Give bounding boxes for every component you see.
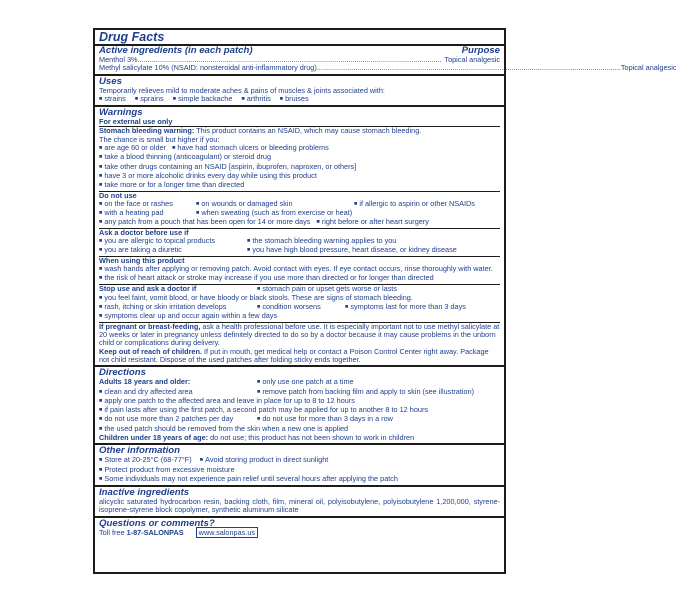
questions-section	[99, 518, 500, 538]
children-direction	[99, 434, 500, 442]
list-item: ■ clean and dry affected area	[99, 388, 257, 397]
list-item: ■ right before or after heart surgery	[316, 217, 428, 226]
list-item: ■ do not use for more than 3 days in a row	[257, 415, 500, 424]
list-item: ■ arthritis	[241, 94, 270, 103]
website-link[interactable]: www.salonpas.us	[196, 527, 258, 538]
children-text: do not use; this product has not been shown to work in children	[210, 432, 415, 442]
list-item: ■ Some individuals may not experience pain relief until several hours after applying the patch	[99, 475, 500, 484]
list-item: ■ Avoid storing product in direct sunlight	[200, 455, 329, 464]
ingredient-name: Methyl salicylate 10% (NSAID: nonsteroidal anti-inflammatory drug)	[99, 63, 317, 73]
ask-doctor-label: Ask a doctor before use if	[99, 227, 189, 237]
contact-row	[99, 529, 500, 537]
leader-dots: ......................................................................................................................................................	[137, 55, 442, 64]
pregnancy-warning	[99, 323, 500, 348]
ingredient-purpose: Topical analgesic	[444, 55, 500, 64]
list-item: ■ condition worsens	[257, 303, 345, 312]
ingredient-row	[99, 63, 676, 73]
pregnancy-label: If pregnant or breast-feeding,	[99, 321, 201, 331]
uses-section	[99, 76, 500, 106]
list-item: ■ Protect product from excessive moisture	[99, 466, 500, 475]
adults-label: Adults 18 years and older:	[99, 377, 191, 387]
list-item: ■ the used patch should be removed from the skin when a new one is applied	[99, 425, 500, 434]
directions-heading: Directions	[99, 367, 146, 379]
list-item: ■ any patch from a pouch that has been open for 14 or more days	[99, 217, 310, 226]
list-item: ■ on wounds or damaged skin	[196, 200, 354, 209]
drug-facts-panel	[93, 28, 676, 574]
when-using-label: When using this product	[99, 255, 185, 265]
list-item: ■ when sweating (such as from exercise or heat)	[196, 209, 500, 218]
questions-heading: Questions or comments?	[99, 517, 215, 529]
list-item: ■ take more or for a longer time than directed	[99, 181, 500, 190]
list-item: ■ apply one patch to the affected area and leave in place for up to 8 to 12 hours	[99, 397, 500, 406]
warnings-section	[99, 107, 500, 365]
uses-text: Temporarily relieves mild to moderate aches & pains of muscles & joints associated with:	[99, 85, 385, 95]
active-ingredients-section	[99, 45, 676, 74]
list-item: ■ you are allergic to topical products	[99, 237, 247, 246]
list-item: ■ have 3 or more alcoholic drinks every day while using this product	[99, 172, 500, 181]
ingredient-purpose: Topical analgesic	[620, 63, 676, 73]
list-item: ■ on the face or rashes	[99, 200, 196, 209]
list-item: ■ the risk of heart attack or stroke may increase if you use more than directed or for longer than directed	[99, 274, 500, 283]
stop-use-label: Stop use and ask a doctor if	[99, 283, 197, 293]
other-info-section	[99, 445, 500, 485]
list-item: ■ only use one patch at a time	[257, 378, 500, 387]
list-item: ■ you are taking a diuretic	[99, 246, 247, 255]
stomach-warning-text: This product contains an NSAID, which may cause stomach bleeding.	[196, 126, 422, 136]
keep-out-warning	[99, 348, 500, 365]
inactive-ingredients-section	[99, 487, 500, 516]
list-item: ■ sprains	[135, 94, 164, 103]
list-item: ■ have had stomach ulcers or bleeding problems	[172, 143, 329, 152]
leader-dots: ......................................................................................................................................................	[316, 63, 621, 73]
keep-out-text: If put in mouth, get medical help or contact a Poison Control Center right away. Package not child resistant. Dispose of the used patches after folding sticky ends together.	[99, 346, 489, 364]
uses-heading: Uses	[99, 75, 122, 87]
warnings-heading: Warnings	[99, 107, 143, 119]
list-item: ■ take other drugs containing an NSAID [aspirin, ibuprofen, naproxen, or others]	[99, 163, 500, 172]
phone-number[interactable]: 1-87-SALONPAS	[126, 527, 184, 537]
do-not-use-label: Do not use	[99, 190, 137, 200]
list-item: ■ bruises	[280, 94, 309, 103]
inactive-ingredients-heading: Inactive ingredients	[99, 487, 190, 499]
list-item: ■ symptoms clear up and occur again within a few days	[99, 312, 500, 321]
external-use-text: For external use only	[99, 117, 173, 127]
stomach-warning-label: Stomach bleeding warning:	[99, 126, 195, 136]
list-item: ■ strains	[99, 94, 126, 103]
list-item: ■ simple backache	[173, 94, 233, 103]
list-item: ■ the stomach bleeding warning applies to you	[247, 237, 500, 246]
list-item: ■ if pain lasts after using the first patch, a second patch may be applied for up to another 8 to 12 hours	[99, 406, 500, 415]
list-item: ■ do not use more than 2 patches per day	[99, 415, 257, 424]
list-item: ■ if allergic to aspirin or other NSAIDs	[354, 200, 500, 209]
ingredient-name: Menthol 3%	[99, 55, 138, 64]
children-label: Children under 18 years of age:	[99, 432, 209, 442]
other-info-heading: Other information	[99, 445, 181, 457]
do-not-use-row	[99, 218, 500, 227]
list-item: ■ you feel faint, vomit blood, or have bloody or black stools. These are signs of stomach bleeding.	[99, 294, 500, 303]
directions-section	[99, 367, 500, 443]
purpose-heading: Purpose	[461, 45, 500, 56]
list-item: ■ symptoms last for more than 3 days	[345, 303, 500, 312]
uses-list	[99, 95, 500, 104]
inactive-ingredients-text: alicyclic saturated hydrocarbon resin, backing cloth, film, mineral oil, polyisobutylene, polyisobutylene 1,200,000, styrene-isoprene-styrene block copolymer, synthetic aluminum silicate	[99, 497, 500, 515]
list-item: ■ stomach pain or upset gets worse or lasts	[257, 285, 500, 294]
list-item: ■ you have high blood pressure, heart disease, or kidney disease	[247, 246, 500, 255]
ask-doctor-row	[99, 246, 500, 255]
list-item: ■ wash hands after applying or removing patch. Avoid contact with eyes. If eye contact occurs, rinse thoroughly with water.	[99, 265, 500, 274]
list-item: ■ are age 60 or older	[99, 143, 166, 152]
list-item: ■ remove patch from backing film and apply to skin (see illustration)	[257, 388, 500, 397]
drug-facts-title: Drug Facts	[99, 30, 165, 44]
keep-out-label: Keep out of reach of children.	[99, 346, 202, 356]
toll-free-label: Toll free	[99, 527, 125, 537]
active-ingredients-heading: Active ingredients (in each patch)	[99, 45, 253, 56]
list-item: ■ rash, itching or skin irritation develops	[99, 303, 257, 312]
stomach-warning-text2: The chance is small but higher if you:	[99, 134, 220, 144]
list-item: ■ Store at 20-25°C (68-77°F)	[99, 455, 192, 464]
list-item: ■ with a heating pad	[99, 209, 196, 218]
list-item: ■ take a blood thinning (anticoagulant) or steroid drug	[99, 153, 500, 162]
pregnancy-text: ask a health professional before use. It is especially important not to use methyl salicylate at 20 weeks or later in pregnancy unless definitely directed to do so by a doctor because it may cause problems in the unborn child or complications during delivery.	[99, 321, 500, 348]
